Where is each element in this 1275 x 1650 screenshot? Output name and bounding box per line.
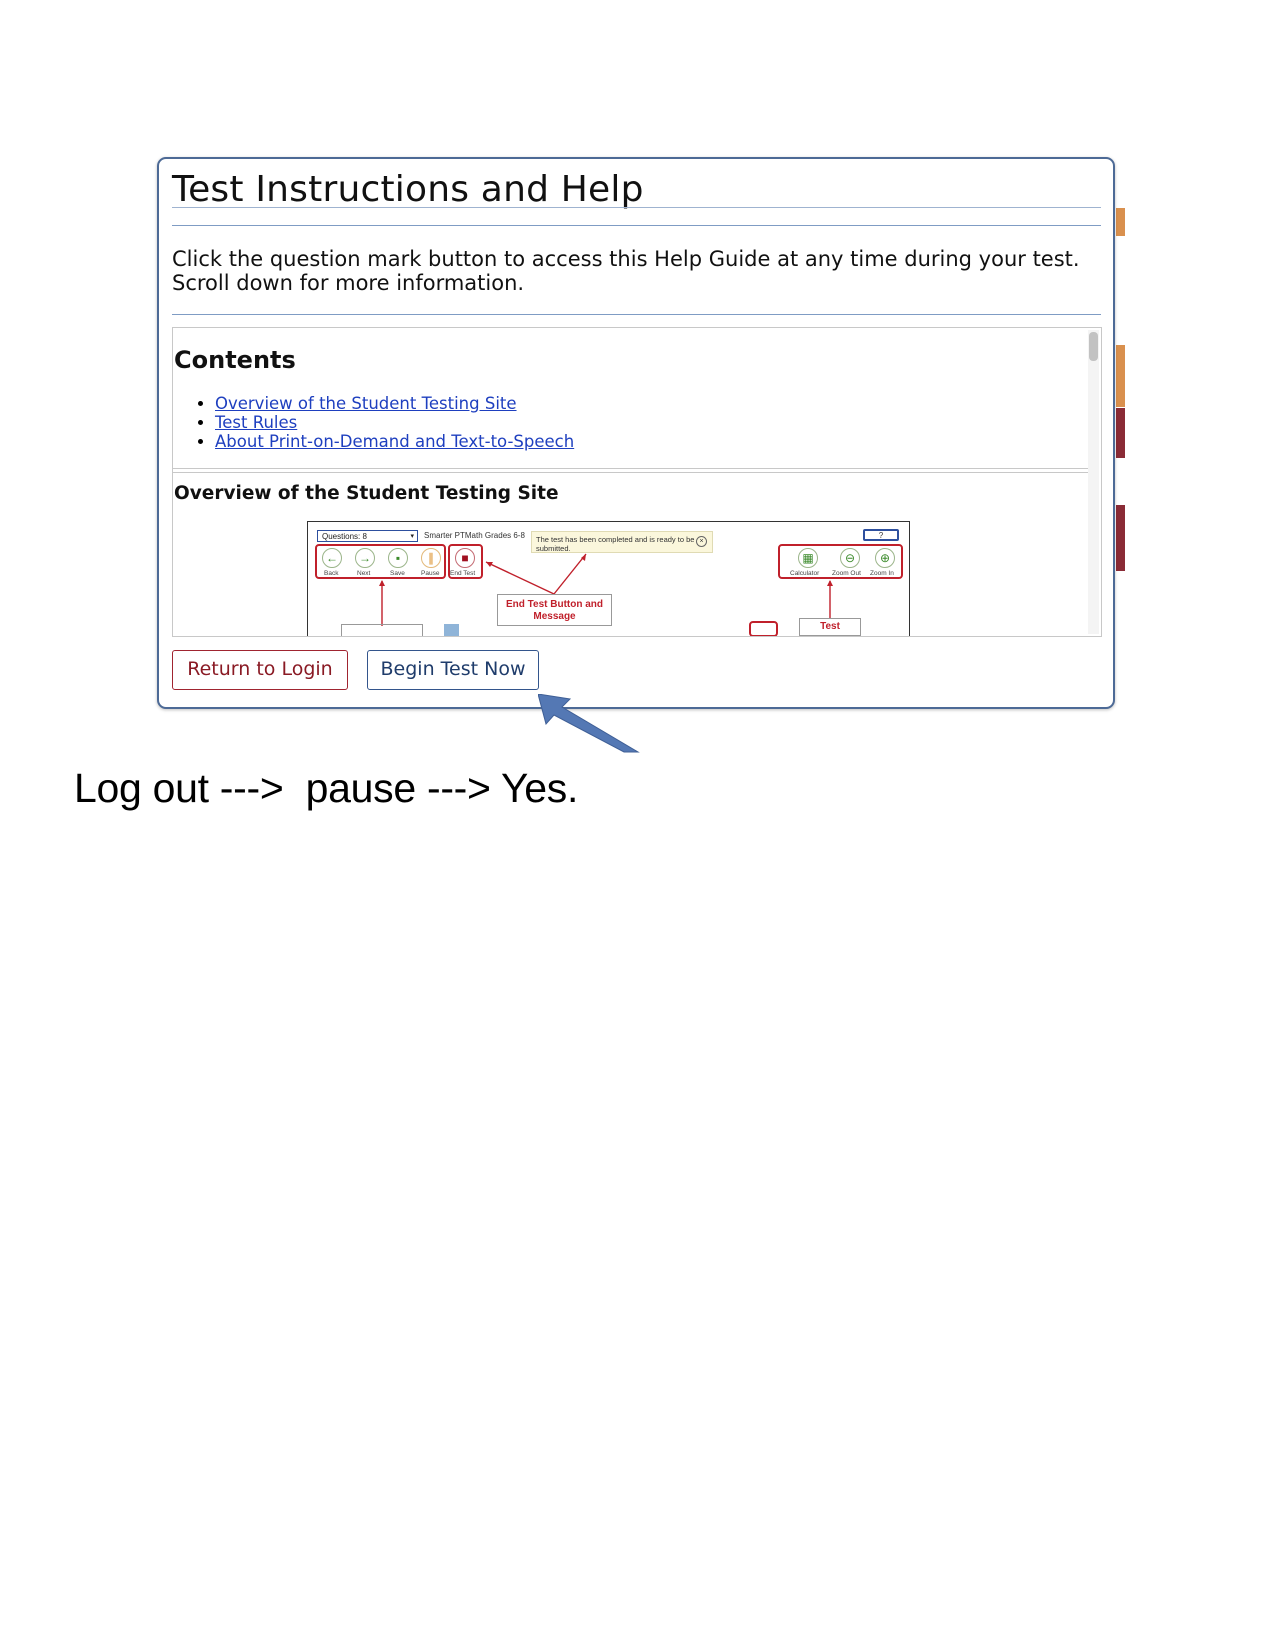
table-of-contents (193, 394, 574, 451)
stop-square-icon: ■ (455, 548, 475, 568)
section-divider (173, 468, 1088, 469)
toc-item (215, 432, 574, 451)
tool-label: Next (357, 570, 371, 577)
intro-line: Click the question mark button to access this Help Guide at any time during your test. (172, 247, 1080, 271)
intro-line: Scroll down for more information. (172, 271, 525, 295)
caption-text: Log out ---> pause ---> Yes. (74, 765, 579, 811)
pointer-arrow-icon (538, 694, 648, 754)
background-app-sliver (1116, 208, 1125, 236)
toc-item (215, 394, 574, 413)
toc-link-print-on-demand[interactable]: About Print-on-Demand and Text-to-Speech (215, 432, 575, 451)
background-app-sliver (1116, 345, 1125, 407)
toc-link-overview[interactable]: Overview of the Student Testing Site (215, 394, 517, 413)
testing-site-screenshot (307, 521, 910, 637)
zoom-in-icon: ⊕ (875, 548, 895, 568)
overview-heading: Overview of the Student Testing Site (174, 483, 559, 504)
help-content-scroll-area[interactable] (172, 327, 1102, 637)
questions-label: Questions: 8 (322, 532, 367, 541)
begin-test-now-button[interactable]: Begin Test Now (367, 650, 539, 690)
intro-divider (172, 314, 1101, 315)
tool-label: Save (390, 570, 405, 577)
tool-label: Zoom Out (832, 570, 861, 577)
end-test-callout: End Test Button and Message (497, 594, 612, 626)
background-app-sliver (1116, 505, 1125, 571)
help-button: ? (863, 529, 899, 541)
tool-label: Back (324, 570, 339, 577)
contents-heading: Contents (174, 346, 296, 374)
toc-item (215, 413, 574, 432)
zoom-out-icon: ⊖ (840, 548, 860, 568)
toc-link-test-rules[interactable]: Test Rules (215, 413, 298, 432)
completion-message-text: The test has been completed and is ready to be submitted. (536, 535, 695, 553)
arrow-right-icon: → (355, 548, 375, 568)
test-callout: Test (799, 618, 861, 636)
navigation-callout (341, 624, 423, 637)
scrollbar-thumb[interactable] (1089, 332, 1098, 361)
close-icon: × (696, 536, 707, 547)
tool-label: Zoom In (870, 570, 894, 577)
menu-highlight (749, 621, 778, 637)
tool-label: End Test (450, 570, 476, 577)
help-dialog (157, 157, 1115, 709)
dialog-title: Test Instructions and Help (172, 169, 644, 210)
tool-label: Calculator (790, 570, 820, 577)
section-divider (173, 472, 1088, 473)
return-to-login-button[interactable]: Return to Login (172, 650, 348, 690)
dropdown-arrow-icon: ▾ (410, 533, 414, 540)
title-divider (172, 207, 1101, 208)
scrollbar-track[interactable] (1088, 330, 1099, 634)
title-divider (172, 225, 1101, 226)
blue-marker (444, 624, 459, 637)
test-name: Smarter PTMath Grades 6-8 (424, 531, 525, 540)
arrow-left-icon: ← (322, 548, 342, 568)
pause-icon: ∥ (421, 548, 441, 568)
intro-text (172, 247, 1102, 295)
calculator-icon: ▦ (798, 548, 818, 568)
save-disk-icon: ▪ (388, 548, 408, 568)
background-app-sliver (1116, 408, 1125, 458)
tool-label: Pause (421, 570, 440, 577)
